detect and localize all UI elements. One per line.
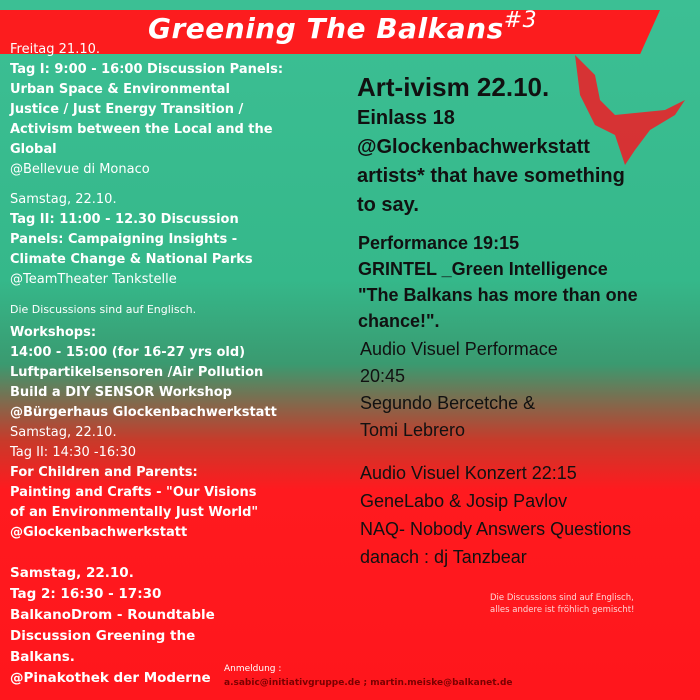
text-line: Climate Change & National Parks [10, 252, 253, 267]
text-line: to say. [357, 194, 419, 216]
text-line: Freitag 21.10. [10, 42, 100, 57]
text-line: @Glockenbachwerkstatt [357, 136, 590, 158]
text-line: Panels: Campaigning Insights - [10, 232, 238, 247]
roundtable-block [10, 563, 215, 689]
text-line: artists* that have something [357, 165, 625, 187]
artivism-heading: Art-ivism 22.10. [357, 72, 550, 102]
saturday-panels-block [10, 190, 253, 290]
text-line: GeneLabo & Josip Pavlov [360, 491, 568, 511]
text-line: Justice / Just Energy Transition / [10, 102, 244, 117]
text-line: Activism between the Local and the [10, 122, 273, 137]
text-line: Urban Space & Environmental [10, 82, 230, 97]
text-line: Audio Visuel Konzert 22:15 [360, 463, 577, 483]
text-line: Performance 19:15 [358, 233, 520, 253]
title-text: Greening The Balkans [148, 12, 504, 45]
text-line: Samstag, 22.10. [10, 425, 117, 440]
registration [224, 662, 513, 690]
separator: ; [360, 678, 371, 688]
text-line: of an Environmentally Just World" [10, 505, 259, 520]
text-line: @Pinakothek der Moderne [10, 670, 211, 686]
text-line: Luftpartikelsensoren /Air Pollution [10, 365, 264, 380]
text-line: Tag II: 11:00 - 12.30 Discussion [10, 212, 239, 227]
email-link-meiske[interactable]: martin.meiske@balkanet.de [370, 678, 513, 688]
text-line: Segundo Bercetche & [360, 393, 536, 413]
text-line: NAQ- Nobody Answers Questions [360, 519, 632, 539]
av-performance-block [360, 336, 558, 444]
text-line: Global [10, 142, 57, 157]
friday-block [10, 40, 283, 180]
text-line: chance!". [358, 311, 440, 331]
text-line: Samstag, 22.10. [10, 565, 134, 581]
text-line: Build a DIY SENSOR Workshop [10, 385, 232, 400]
text-line: 14:00 - 15:00 (for 16-27 yrs old) [10, 345, 246, 360]
registration-label: Anmeldung : [224, 664, 282, 674]
text-line: GRINTEL _Green Intelligence [358, 259, 608, 279]
text-line: Balkans. [10, 649, 75, 665]
text-line: 20:45 [360, 366, 406, 386]
artivism-info [357, 104, 625, 220]
text-line: danach : dj Tanzbear [360, 547, 527, 567]
workshops-block [10, 323, 277, 543]
text-line: BalkanoDrom - Roundtable [10, 607, 215, 623]
email-link-sabic[interactable]: a.sabic@initiativgruppe.de [224, 678, 361, 688]
konzert-block [360, 459, 631, 571]
text-line: Einlass 18 [357, 107, 455, 129]
text-line: Samstag, 22.10. [10, 192, 117, 207]
text-line: Audio Visuel Performace [360, 339, 558, 359]
text-line: Tomi Lebrero [360, 420, 466, 440]
text-line: @Bürgerhaus Glockenbachwerkstatt [10, 405, 277, 420]
text-line: @Bellevue di Monaco [10, 162, 150, 177]
text-line: For Children and Parents: [10, 465, 198, 480]
text-line: Discussion Greening the [10, 628, 196, 644]
text-line: Painting and Crafts - "Our Visions [10, 485, 257, 500]
performance-block [358, 230, 638, 334]
text-line: "The Balkans has more than one [358, 285, 638, 305]
text-line: Tag II: 14:30 -16:30 [10, 445, 137, 460]
text-line: @Glockenbachwerkstatt [10, 525, 188, 540]
text-line: Tag 2: 16:30 - 17:30 [10, 586, 162, 602]
edition-label: #3 [503, 8, 538, 33]
text-line: Tag I: 9:00 - 16:00 Discussion Panels: [10, 62, 284, 77]
text-line: @TeamTheater Tankstelle [10, 272, 177, 287]
text-line: Workshops: [10, 325, 97, 340]
language-note: Die Discussions sind auf Englisch. [10, 303, 197, 316]
language-footnote: Die Discussions sind auf Englisch, alles andere ist fröhlich gemischt! [490, 593, 635, 615]
